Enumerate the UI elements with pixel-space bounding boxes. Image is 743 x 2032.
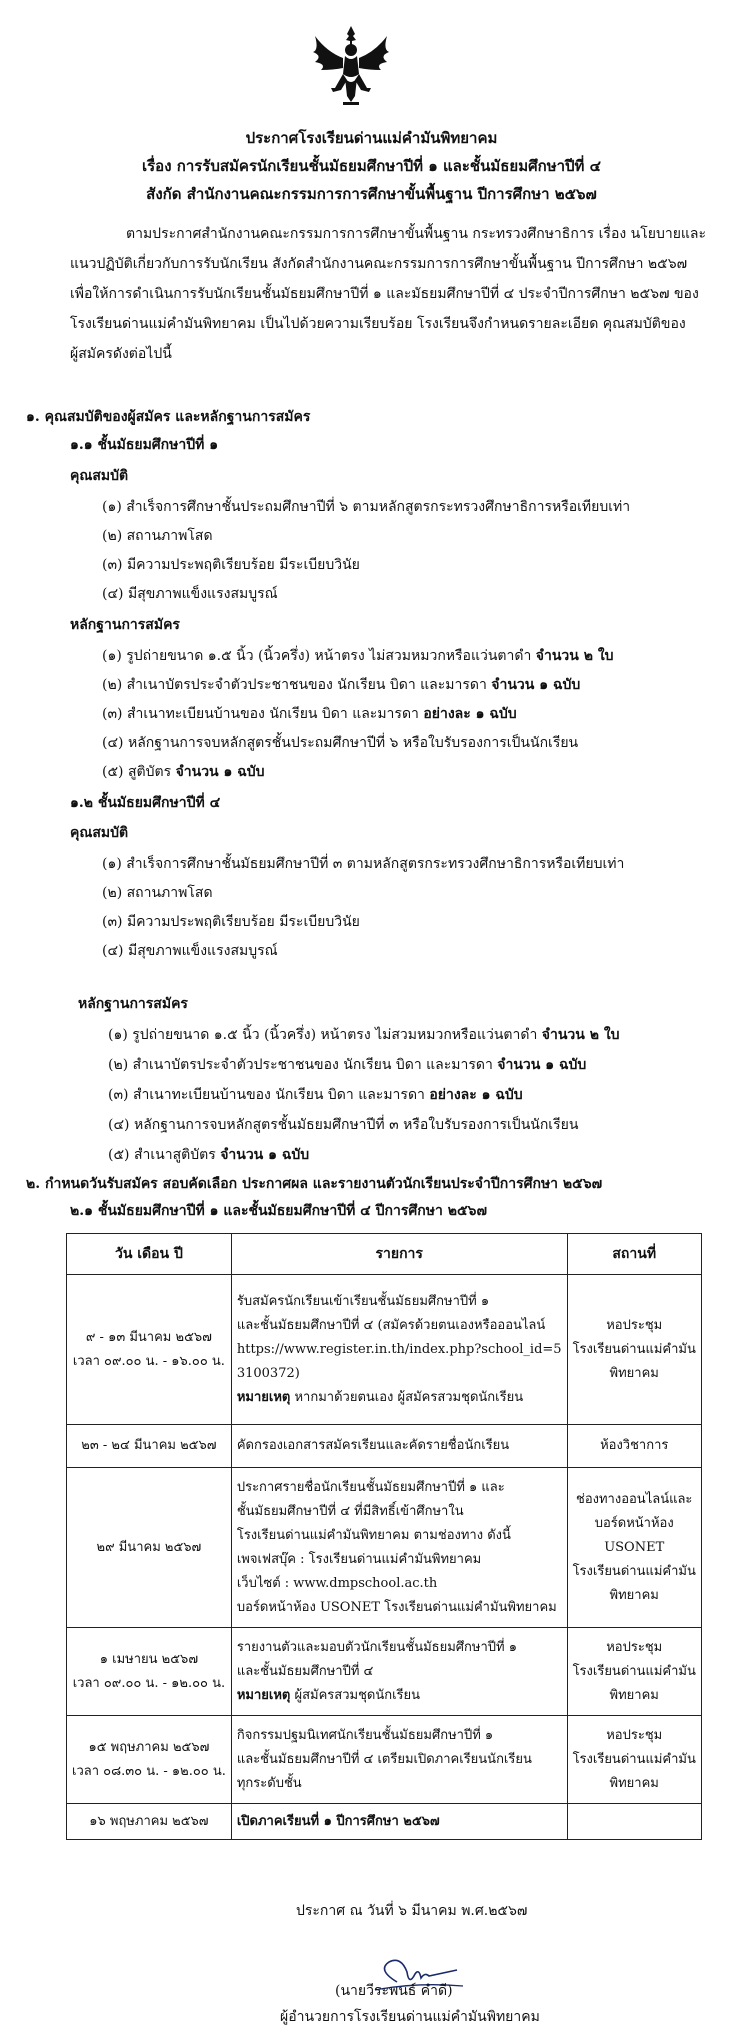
place-cell [567,1804,701,1840]
m4-qual-item: (๔) มีสุขภาพแข็งแรงสมบูรณ์ [102,943,278,959]
table-row [67,1275,702,1425]
m1-qual-item: (๑) สำเร็จการศึกษาชั้นประถมศึกษาปีที่ ๖ ตามหลักสูตรกระทรวงศึกษาธิการหรือเทียบเท่า [102,499,631,515]
m1-doc-item: (๒) สำเนาบัตรประจำตัวประชาชนของ นักเรียน บิดา และมารดา จำนวน ๑ ฉบับ [102,677,581,693]
m4-qual-title: คุณสมบัติ [70,825,129,841]
m1-qual-item: (๓) มีความประพฤติเรียบร้อย มีระเบียบวินัย [102,557,360,573]
garuda-emblem-icon [309,22,393,108]
m1-doc-item: (๕) สูติบัตร จำนวน ๑ ฉบับ [102,764,265,780]
m1-doc-item: (๓) สำเนาทะเบียนบ้านของ นักเรียน บิดา และมารดา อย่างละ ๑ ฉบับ [102,706,517,722]
table-header-row [67,1234,702,1275]
announcement-affiliation: สังกัด สำนักงานคณะกรรมการการศึกษาขั้นพื้นฐาน ปีการศึกษา ๒๕๖๗ [146,185,597,203]
items-cell: คัดกรองเอกสารสมัครเรียนและคัดรายชื่อนักเรียน [231,1425,567,1468]
date-cell: ๙ - ๑๓ มีนาคม ๒๕๖๗ เวลา ๐๙.๐๐ น. - ๑๖.๐๐ น. [67,1275,232,1425]
announce-date: ประกาศ ณ วันที่ ๖ มีนาคม พ.ศ.๒๕๖๗ [296,1903,528,1919]
column-header-place: สถานที่ [567,1234,701,1275]
place-cell: หอประชุม โรงเรียนด่านแม่คำมัน พิทยาคม [567,1275,701,1425]
section2-title: ๒. กำหนดวันรับสมัคร สอบคัดเลือก ประกาศผล และรายงานตัวนักเรียนประจำปีการศึกษา ๒๕๖๗ [26,1176,603,1192]
place-cell: หอประชุม โรงเรียนด่านแม่คำมัน พิทยาคม [567,1716,701,1804]
column-header-items: รายการ [231,1234,567,1275]
date-cell: ๑ เมษายน ๒๕๖๗ เวลา ๐๙.๐๐ น. - ๑๒.๐๐ น. [67,1628,232,1716]
table-row [67,1804,702,1840]
signer-name: (นายวีระพนธ์ คำดี) [335,1983,453,1999]
date-cell: ๒๓ - ๒๔ มีนาคม ๒๕๖๗ [67,1425,232,1468]
m1-qual-title: คุณสมบัติ [70,468,129,484]
items-cell: รายงานตัวและมอบตัวนักเรียนชั้นมัธยมศึกษาปีที่ ๑ และชั้นมัธยมศึกษาปีที่ ๔ หมายเหตุ ผู้สมัครสวมชุดนักเรียน [231,1628,567,1716]
m4-qual-item: (๒) สถานภาพโสด [102,885,213,901]
m4-doc-item: (๔) หลักฐานการจบหลักสูตรชั้นมัธยมศึกษาปีที่ ๓ หรือใบรับรองการเป็นนักเรียน [108,1117,579,1133]
place-cell: ช่องทางออนไลน์และ บอร์ดหน้าห้อง USONET โรงเรียนด่านแม่คำมัน พิทยาคม [567,1468,701,1628]
section1-title: ๑. คุณสมบัติของผู้สมัคร และหลักฐานการสมัคร [26,409,311,425]
signer-title: ผู้อำนวยการโรงเรียนด่านแม่คำมันพิทยาคม [280,2009,540,2025]
date-cell: ๑๕ พฤษภาคม ๒๕๖๗ เวลา ๐๘.๓๐ น. - ๑๒.๐๐ น. [67,1716,232,1804]
place-cell: หอประชุม โรงเรียนด่านแม่คำมัน พิทยาคม [567,1628,701,1716]
m1-doc-title: หลักฐานการสมัคร [70,617,180,633]
section2-subtitle: ๒.๑ ชั้นมัธยมศึกษาปีที่ ๑ และชั้นมัธยมศึกษาปีที่ ๔ ปีการศึกษา ๒๕๖๗ [70,1203,487,1219]
intro-line: ผู้สมัครดังต่อไปนี้ [70,346,172,362]
items-cell: ประกาศรายชื่อนักเรียนชั้นมัธยมศึกษาปีที่ ๑ และ ชั้นมัธยมศึกษาปีที่ ๔ ที่มีสิทธิ์เข้าศึกษาใน โรงเรียนด่านแม่คำมันพิทยาคม ตามช่องทาง ดังนี้ เพจเฟสบุ๊ค : โรงเรียนด่านแม่คำมันพิทยาคม เว็บไซต์ : www.dmpschool.ac.th บอร์ดหน้าห้อง USONET โรงเรียนด่านแม่คำมันพิทยาคม [231,1468,567,1628]
items-cell: เปิดภาคเรียนที่ ๑ ปีการศึกษา ๒๕๖๗ [231,1804,567,1840]
m4-qual-item: (๓) มีความประพฤติเรียบร้อย มีระเบียบวินัย [102,914,360,930]
m4-doc-item: (๕) สำเนาสูติบัตร จำนวน ๑ ฉบับ [108,1147,310,1163]
intro-line: โรงเรียนด่านแม่คำมันพิทยาคม เป็นไปด้วยความเรียบร้อย โรงเรียนจึงกำหนดรายละเอียด คุณสมบัติของ [70,316,686,332]
schedule-table [66,1233,702,1840]
m4-doc-item: (๑) รูปถ่ายขนาด ๑.๕ นิ้ว (นิ้วครึ่ง) หน้าตรง ไม่สวมหมวกหรือแว่นตาดำ จำนวน ๒ ใบ [108,1027,620,1043]
m4-doc-item: (๒) สำเนาบัตรประจำตัวประชาชนของ นักเรียน บิดา และมารดา จำนวน ๑ ฉบับ [108,1057,587,1073]
column-header-date: วัน เดือน ปี [67,1234,232,1275]
table-row [67,1468,702,1628]
announcement-subject: เรื่อง การรับสมัครนักเรียนชั้นมัธยมศึกษาปีที่ ๑ และชั้นมัธยมศึกษาปีที่ ๔ [142,157,601,175]
m4-title: ๑.๒ ชั้นมัธยมศึกษาปีที่ ๔ [70,795,221,811]
items-cell: รับสมัครนักเรียนเข้าเรียนชั้นมัธยมศึกษาปีที่ ๑ และชั้นมัธยมศึกษาปีที่ ๔ (สมัครด้วยตนเองหรือออนไลน์ https://www.register.in.th/index.php?school_id=5 3100372) หมายเหตุ หากมาด้วยตนเอง ผู้สมัครสวมชุดนักเรียน [231,1275,567,1425]
date-cell: ๒๙ มีนาคม ๒๕๖๗ [67,1468,232,1628]
table-row [67,1628,702,1716]
table-row [67,1425,702,1468]
announcement-title: ประกาศโรงเรียนด่านแม่คำมันพิทยาคม [245,129,498,147]
place-cell: ห้องวิชาการ [567,1425,701,1468]
m4-doc-title: หลักฐานการสมัคร [78,996,188,1012]
m4-doc-item: (๓) สำเนาทะเบียนบ้านของ นักเรียน บิดา และมารดา อย่างละ ๑ ฉบับ [108,1087,523,1103]
table-row [67,1716,702,1804]
intro-line: ตามประกาศสำนักงานคณะกรรมการการศึกษาขั้นพื้นฐาน กระทรวงศึกษาธิการ เรื่อง นโยบายและ [126,226,707,242]
m1-title: ๑.๑ ชั้นมัธยมศึกษาปีที่ ๑ [70,437,219,453]
intro-line: เพื่อให้การดำเนินการรับนักเรียนชั้นมัธยมศึกษาปีที่ ๑ และมัธยมศึกษาปีที่ ๔ ประจำปีการศึกษา ๒๕๖๗ ของ [70,286,699,302]
date-cell: ๑๖ พฤษภาคม ๒๕๖๗ [67,1804,232,1840]
m1-doc-item: (๑) รูปถ่ายขนาด ๑.๕ นิ้ว (นิ้วครึ่ง) หน้าตรง ไม่สวมหมวกหรือแว่นตาดำ จำนวน ๒ ใบ [102,648,614,664]
items-cell: กิจกรรมปฐมนิเทศนักเรียนชั้นมัธยมศึกษาปีที่ ๑ และชั้นมัธยมศึกษาปีที่ ๔ เตรียมเปิดภาคเรียนนักเรียน ทุกระดับชั้น [231,1716,567,1804]
intro-line: แนวปฏิบัติเกี่ยวกับการรับนักเรียน สังกัดสำนักงานคณะกรรมการการศึกษาขั้นพื้นฐาน ปีการศึกษา ๒๕๖๗ [70,256,688,272]
m4-qual-item: (๑) สำเร็จการศึกษาชั้นมัธยมศึกษาปีที่ ๓ ตามหลักสูตรกระทรวงศึกษาธิการหรือเทียบเท่า [102,856,625,872]
m1-qual-item: (๔) มีสุขภาพแข็งแรงสมบูรณ์ [102,586,278,602]
m1-qual-item: (๒) สถานภาพโสด [102,528,213,544]
m1-doc-item: (๔) หลักฐานการจบหลักสูตรชั้นประถมศึกษาปีที่ ๖ หรือใบรับรองการเป็นนักเรียน [102,735,579,751]
